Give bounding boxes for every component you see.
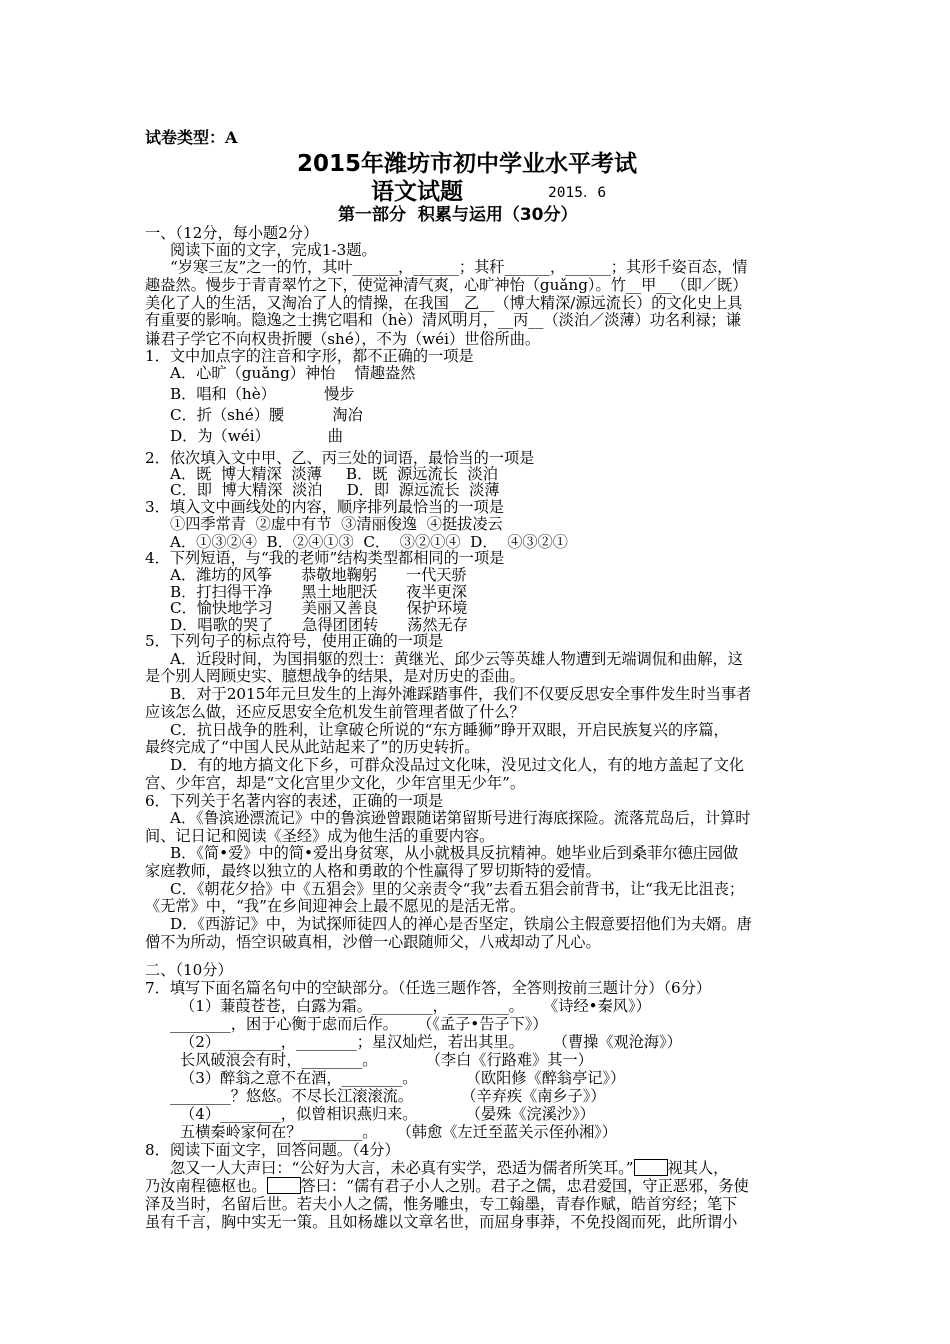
question-5-option: 应该怎么做，还应反思安全危机发生前管理者做了什么？: [145, 703, 525, 721]
blank-box: [267, 1177, 301, 1194]
section1-heading: 一、（12分，每小题2分）: [145, 224, 319, 242]
question-8-line: 虽有千言，胸中实无一策。且如杨雄以文章名世，而屈身事莽，不免投阁而死，此所谓小: [145, 1213, 738, 1231]
question-8-line: [170, 1159, 728, 1177]
question-1-option: A．心旷（guǎng）神怡 情趣盎然: [170, 364, 416, 382]
question-1-option: D．为（wéi） 曲: [170, 427, 343, 445]
passage-line: 有重要的影响。隐逸之士携它唱和（hè）清风明月，__丙__（淡泊／淡薄）功名利禄；谦: [145, 311, 741, 329]
question-5-option: A．近段时间，为国捐躯的烈士：黄继光、邱少云等英雄人物遭到无端调侃和曲解，这: [170, 650, 743, 668]
question-5-stem: 5．下列句子的标点符号，使用正确的一项是: [145, 632, 444, 650]
question-6-option: 家庭教师，最终以独立的人格和勇敢的个性赢得了罗切斯特的爱情。: [145, 862, 601, 880]
question-8-line: 泽及当时，名留后世。若夫小人之儒，惟务雕虫，专工翰墨，青春作赋，皓首穷经；笔下: [145, 1195, 738, 1213]
exam-title: 2015年潍坊市初中学业水平考试: [297, 151, 638, 177]
question-2-option: A．既 博大精深 淡薄 B．既 源远流长 淡泊: [170, 465, 498, 483]
question-1-stem: 1．文中加点字的注音和字形，都不正确的一项是: [145, 347, 474, 365]
question-7-line: （2）________，________；星汉灿烂，若出其里。 （曹操《观沧海》）: [180, 1033, 682, 1051]
question-4-option: C．愉快地学习 美丽又善良 保护环境: [170, 599, 468, 617]
question-6-option: B．《简•爱》中的简•爱出身贫寒，从小就极具反抗精神。她毕业后到桑菲尔德庄园做: [170, 844, 739, 862]
question-4-stem: 4．下列短语，与“我的老师”结构类型都相同的一项是: [145, 549, 505, 567]
question-7-line: 长风破浪会有时，________。 （李白《行路难》其一）: [180, 1051, 593, 1069]
section2-heading: 二、（10分）: [145, 961, 233, 979]
question-6-option: 间、记日记和阅读《圣经》成为他生活的重要内容。: [145, 827, 495, 845]
question-8-text: 忽又一人大声曰：“公好为大言，未必真有实学，恐适为儒者所笑耳。”: [170, 1159, 634, 1177]
exam-subtitle: 语文试题: [371, 179, 463, 205]
question-5-option: D．有的地方搞文化下乡，可群众没品过文化味，没见过文化人，有的地方盖起了文化: [170, 756, 745, 774]
question-6-option: 《无常》中，“我”在乡间迎神会上最不愿见的是活无常。: [145, 897, 526, 915]
section1-instruction: 阅读下面的文字，完成1-3题。: [170, 241, 377, 259]
question-4-option: A．潍坊的风筝 恭敬地鞠躬 一代天骄: [170, 566, 467, 584]
question-3-option: ①四季常青 ②虚中有节 ③清丽俊逸 ④挺拔凌云: [170, 515, 503, 533]
question-6-stem: 6．下列关于名著内容的表述，正确的一项是: [145, 792, 444, 810]
question-8-stem: 8．阅读下面文字，回答问题。（4分）: [145, 1141, 400, 1159]
passage-line: “岁寒三友”之一的竹，其叶______，______；其秆______，______；其形千姿百态，情: [170, 258, 748, 276]
passage-line: 谦君子学它不向权贵折腰（shé），不为（wéi）世俗所曲。: [145, 330, 541, 348]
question-2-option: C．即 博大精深 淡泊 D．即 源远流长 淡薄: [170, 481, 500, 499]
question-6-option: C．《朝花夕拾》中《五猖会》里的父亲责令“我”去看五猖会前背书，让“我无比沮丧；: [170, 880, 745, 898]
question-8-text: 乃汝南程德枢也。: [145, 1177, 267, 1195]
question-6-option: A．《鲁滨逊漂流记》中的鲁滨逊曾跟随诺第留斯号进行海底探险。流落荒岛后，计算时: [170, 809, 751, 827]
question-8-line: [145, 1177, 749, 1195]
question-3-option: A．①③②④ B．②④①③ C． ③②①④ D． ④③②①: [170, 533, 568, 551]
exam-date: 2015．6: [548, 185, 607, 201]
passage-line: 美化了人的生活，又淘冶了人的情操，在我国__乙__（博大精深/源远流长）的文化史上具: [145, 294, 743, 312]
question-6-option: D．《西游记》中，为试探师徒四人的禅心是否坚定，铁扇公主假意要招他们为夫婿。唐: [170, 915, 752, 933]
question-4-option: D．唱歌的哭了 急得团团转 荡然无存: [170, 616, 468, 634]
question-8-text: 答曰：“儒有君子小人之别。君子之儒，忠君爱国，守正恶邪，务使: [300, 1177, 749, 1195]
question-5-option: B．对于2015年元旦发生的上海外滩踩踏事件，我们不仅要反思安全事件发生时当事者: [170, 685, 752, 703]
question-5-option: 是个别人罔顾史实、臆想战争的结果，是对历史的歪曲。: [145, 667, 525, 685]
question-5-option: C．抗日战争的胜利，让拿破仑所说的“东方睡狮”睁开双眼，开启民族复兴的序篇，: [170, 721, 729, 739]
question-7-line: ________？悠悠。不尽长江滚滚流。 （辛弃疾《南乡子》）: [170, 1087, 606, 1105]
question-5-option: 宫、少年宫，却是“文化宫里少文化，少年宫里无少年”。: [145, 774, 526, 792]
paper-type: 试卷类型：A: [145, 128, 238, 147]
passage-line: 趣盎然。慢步于青青翠竹之下，使觉神清气爽，心旷神怡（guǎng）。竹__甲__（即／既）: [145, 276, 748, 294]
question-2-stem: 2．依次填入文中甲、乙、丙三处的词语，最恰当的一项是: [145, 449, 535, 467]
question-7-stem: 7．填写下面名篇名句中的空缺部分。（任选三题作答，全答则按前三题计分）（6分）: [145, 979, 712, 997]
question-3-stem: 3．填入文中画线处的内容，顺序排列最恰当的一项是: [145, 498, 504, 516]
question-7-line: （3）醉翁之意不在酒，________。 （欧阳修《醉翁亭记》）: [180, 1069, 626, 1087]
question-1-option: C．折（shé）腰 淘冶: [170, 406, 363, 424]
part-title: 第一部分 积累与运用（30分）: [338, 205, 578, 225]
blank-box: [634, 1159, 668, 1176]
question-8-text: 视其人，: [667, 1159, 729, 1177]
question-5-option: 最终完成了“中国人民从此站起来了”的历史转折。: [145, 738, 480, 756]
question-1-option: B．唱和（hè） 慢步: [170, 385, 355, 403]
question-7-line: 五横秦岭家何在？________。 （韩愈《左迁至蓝关示侄孙湘》）: [180, 1123, 617, 1141]
question-4-option: B．打扫得干净 黑土地肥沃 夜半更深: [170, 583, 467, 601]
question-7-line: ________，困于心衡于虑而后作。 （《孟子•告子下》）: [170, 1015, 548, 1033]
question-7-line: （4）________，似曾相识燕归来。 （晏殊《浣溪沙》）: [180, 1105, 595, 1123]
question-6-option: 僧不为所动，悟空识破真相，沙僧一心跟随师父，八戒却动了凡心。: [145, 933, 601, 951]
question-7-line: （1）蒹葭苍苍，白露为霜。________，________。 《诗经•秦风》）: [180, 997, 651, 1015]
